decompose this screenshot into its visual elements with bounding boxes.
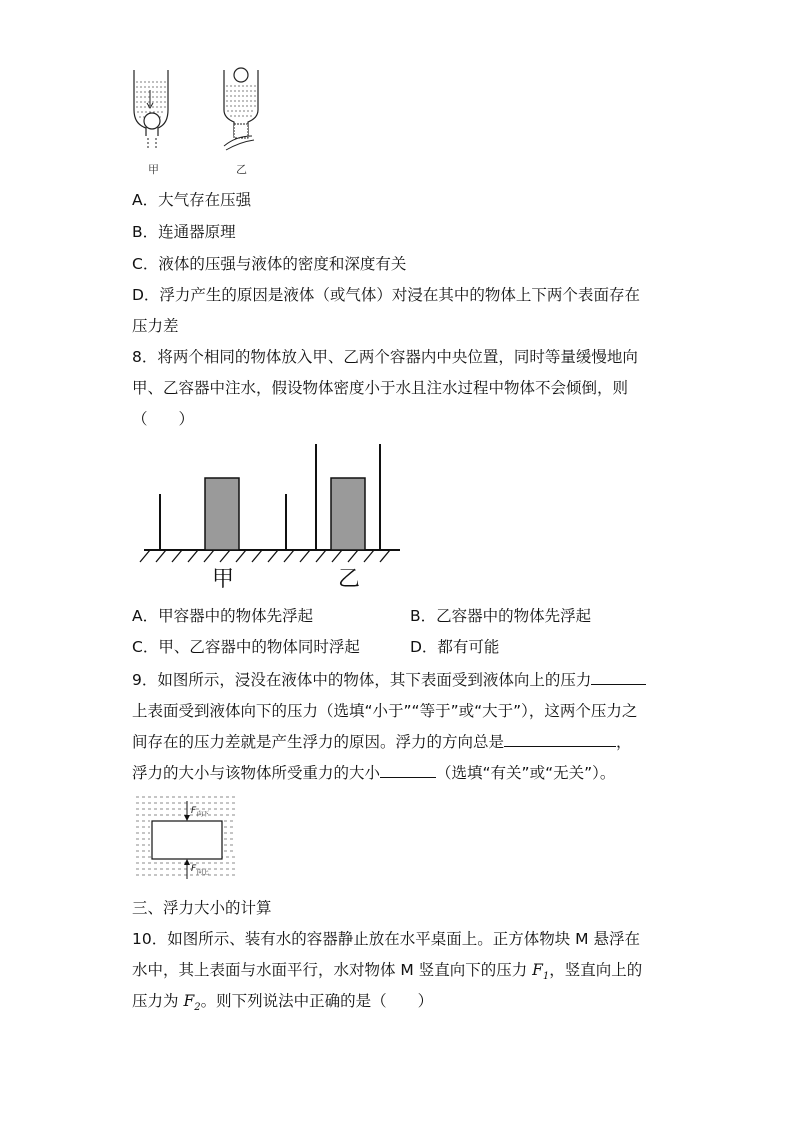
object-yi xyxy=(331,478,365,550)
section-3-title: 三、浮力大小的计算 xyxy=(132,899,272,917)
ball-yi xyxy=(234,68,248,82)
q9-figure xyxy=(134,793,238,881)
q9-line4-text: 浮力的大小与该物体所受重力的大小 xyxy=(132,764,381,782)
q8-option-d: D．都有可能 xyxy=(410,638,500,656)
q10-line3-end: 。则下列说法中正确的是（ ） xyxy=(200,992,434,1010)
q8-stem-line2: 甲、乙容器中注水，假设物体密度小于水且注水过程中物体不会倾倒，则 xyxy=(132,379,629,397)
force-up-subscript: 向上 xyxy=(197,869,210,876)
force-down-arrow-head xyxy=(184,815,190,821)
force-f2: F xyxy=(183,992,195,1010)
force-up-arrow-head xyxy=(184,859,190,865)
q10-line1: 10．如图所示、装有水的容器静止放在水平桌面上。正方体物块 M 悬浮在 xyxy=(132,930,640,948)
submerged-block xyxy=(152,821,222,859)
water-hatch-yi xyxy=(226,86,256,116)
ground-hatch xyxy=(140,550,390,562)
object-jia xyxy=(205,478,239,550)
force-f1-subscript: 1 xyxy=(542,971,550,983)
q9-line4 xyxy=(132,763,615,783)
q9-line2: 上表面受到液体向下的压力（选填“小于”“等于”或“大于”），这两个压力之 xyxy=(132,702,638,720)
q10-line3-text: 压力为 xyxy=(132,992,184,1010)
q9-line3-end: ， xyxy=(616,733,632,751)
q9-line4-end: （选填“有关”或“无关”）。 xyxy=(436,764,616,782)
label-yi: 乙 xyxy=(338,567,361,592)
q8-stem-line3: （ ） xyxy=(132,410,195,428)
q9-line3 xyxy=(132,732,632,752)
q8-option-b: B．乙容器中的物体先浮起 xyxy=(410,607,592,625)
q10-line2 xyxy=(132,960,642,987)
q8-option-a: A．甲容器中的物体先浮起 xyxy=(132,607,314,625)
drip-jia xyxy=(148,138,156,148)
q7-option-d-line1: D．浮力产生的原因是液体（或气体）对浸在其中的物体上下两个表面存在 xyxy=(132,286,640,304)
q7-option-a: A．大气存在压强 xyxy=(132,191,252,209)
q10-line3 xyxy=(132,991,433,1018)
q8-stem-line1: 8．将两个相同的物体放入甲、乙两个容器内中央位置，同时等量缓慢地向 xyxy=(132,348,638,366)
q7-option-b: B．连通器原理 xyxy=(132,223,236,241)
q8-option-c: C．甲、乙容器中的物体同时浮起 xyxy=(132,638,360,656)
force-f2-subscript: 2 xyxy=(194,1002,201,1014)
force-up-label: F xyxy=(191,864,197,874)
answer-blank-3[interactable] xyxy=(380,763,436,778)
water-hatch-jia xyxy=(136,82,166,117)
q9-line1 xyxy=(132,670,646,690)
q10-line2-end: ，竖直向上的 xyxy=(549,961,643,979)
label-yi: 乙 xyxy=(236,163,247,176)
force-f1: F xyxy=(532,961,543,979)
force-down-subscript: 向下 xyxy=(197,811,210,818)
label-jia: 甲 xyxy=(212,567,235,592)
label-jia: 甲 xyxy=(148,163,159,176)
q10-line2-text: 水中，其上表面与水面平行，水对物体 M 竖直向下的压力 xyxy=(132,961,533,979)
q7-figure xyxy=(128,66,268,178)
q7-option-c: C．液体的压强与液体的密度和深度有关 xyxy=(132,255,407,273)
q8-figure xyxy=(136,440,406,592)
q9-line1-text: 9．如图所示，浸没在液体中的物体，其下表面受到液体向上的压力 xyxy=(132,671,592,689)
answer-blank-2[interactable] xyxy=(504,732,616,747)
q7-option-d-line2: 压力差 xyxy=(132,317,179,335)
ball-jia xyxy=(144,113,160,129)
force-down-label: F xyxy=(191,806,197,816)
hand-yi xyxy=(224,136,254,150)
answer-blank-1[interactable] xyxy=(591,670,646,685)
q9-line3-text: 间存在的压力差就是产生浮力的原因。浮力的方向总是 xyxy=(132,733,505,751)
